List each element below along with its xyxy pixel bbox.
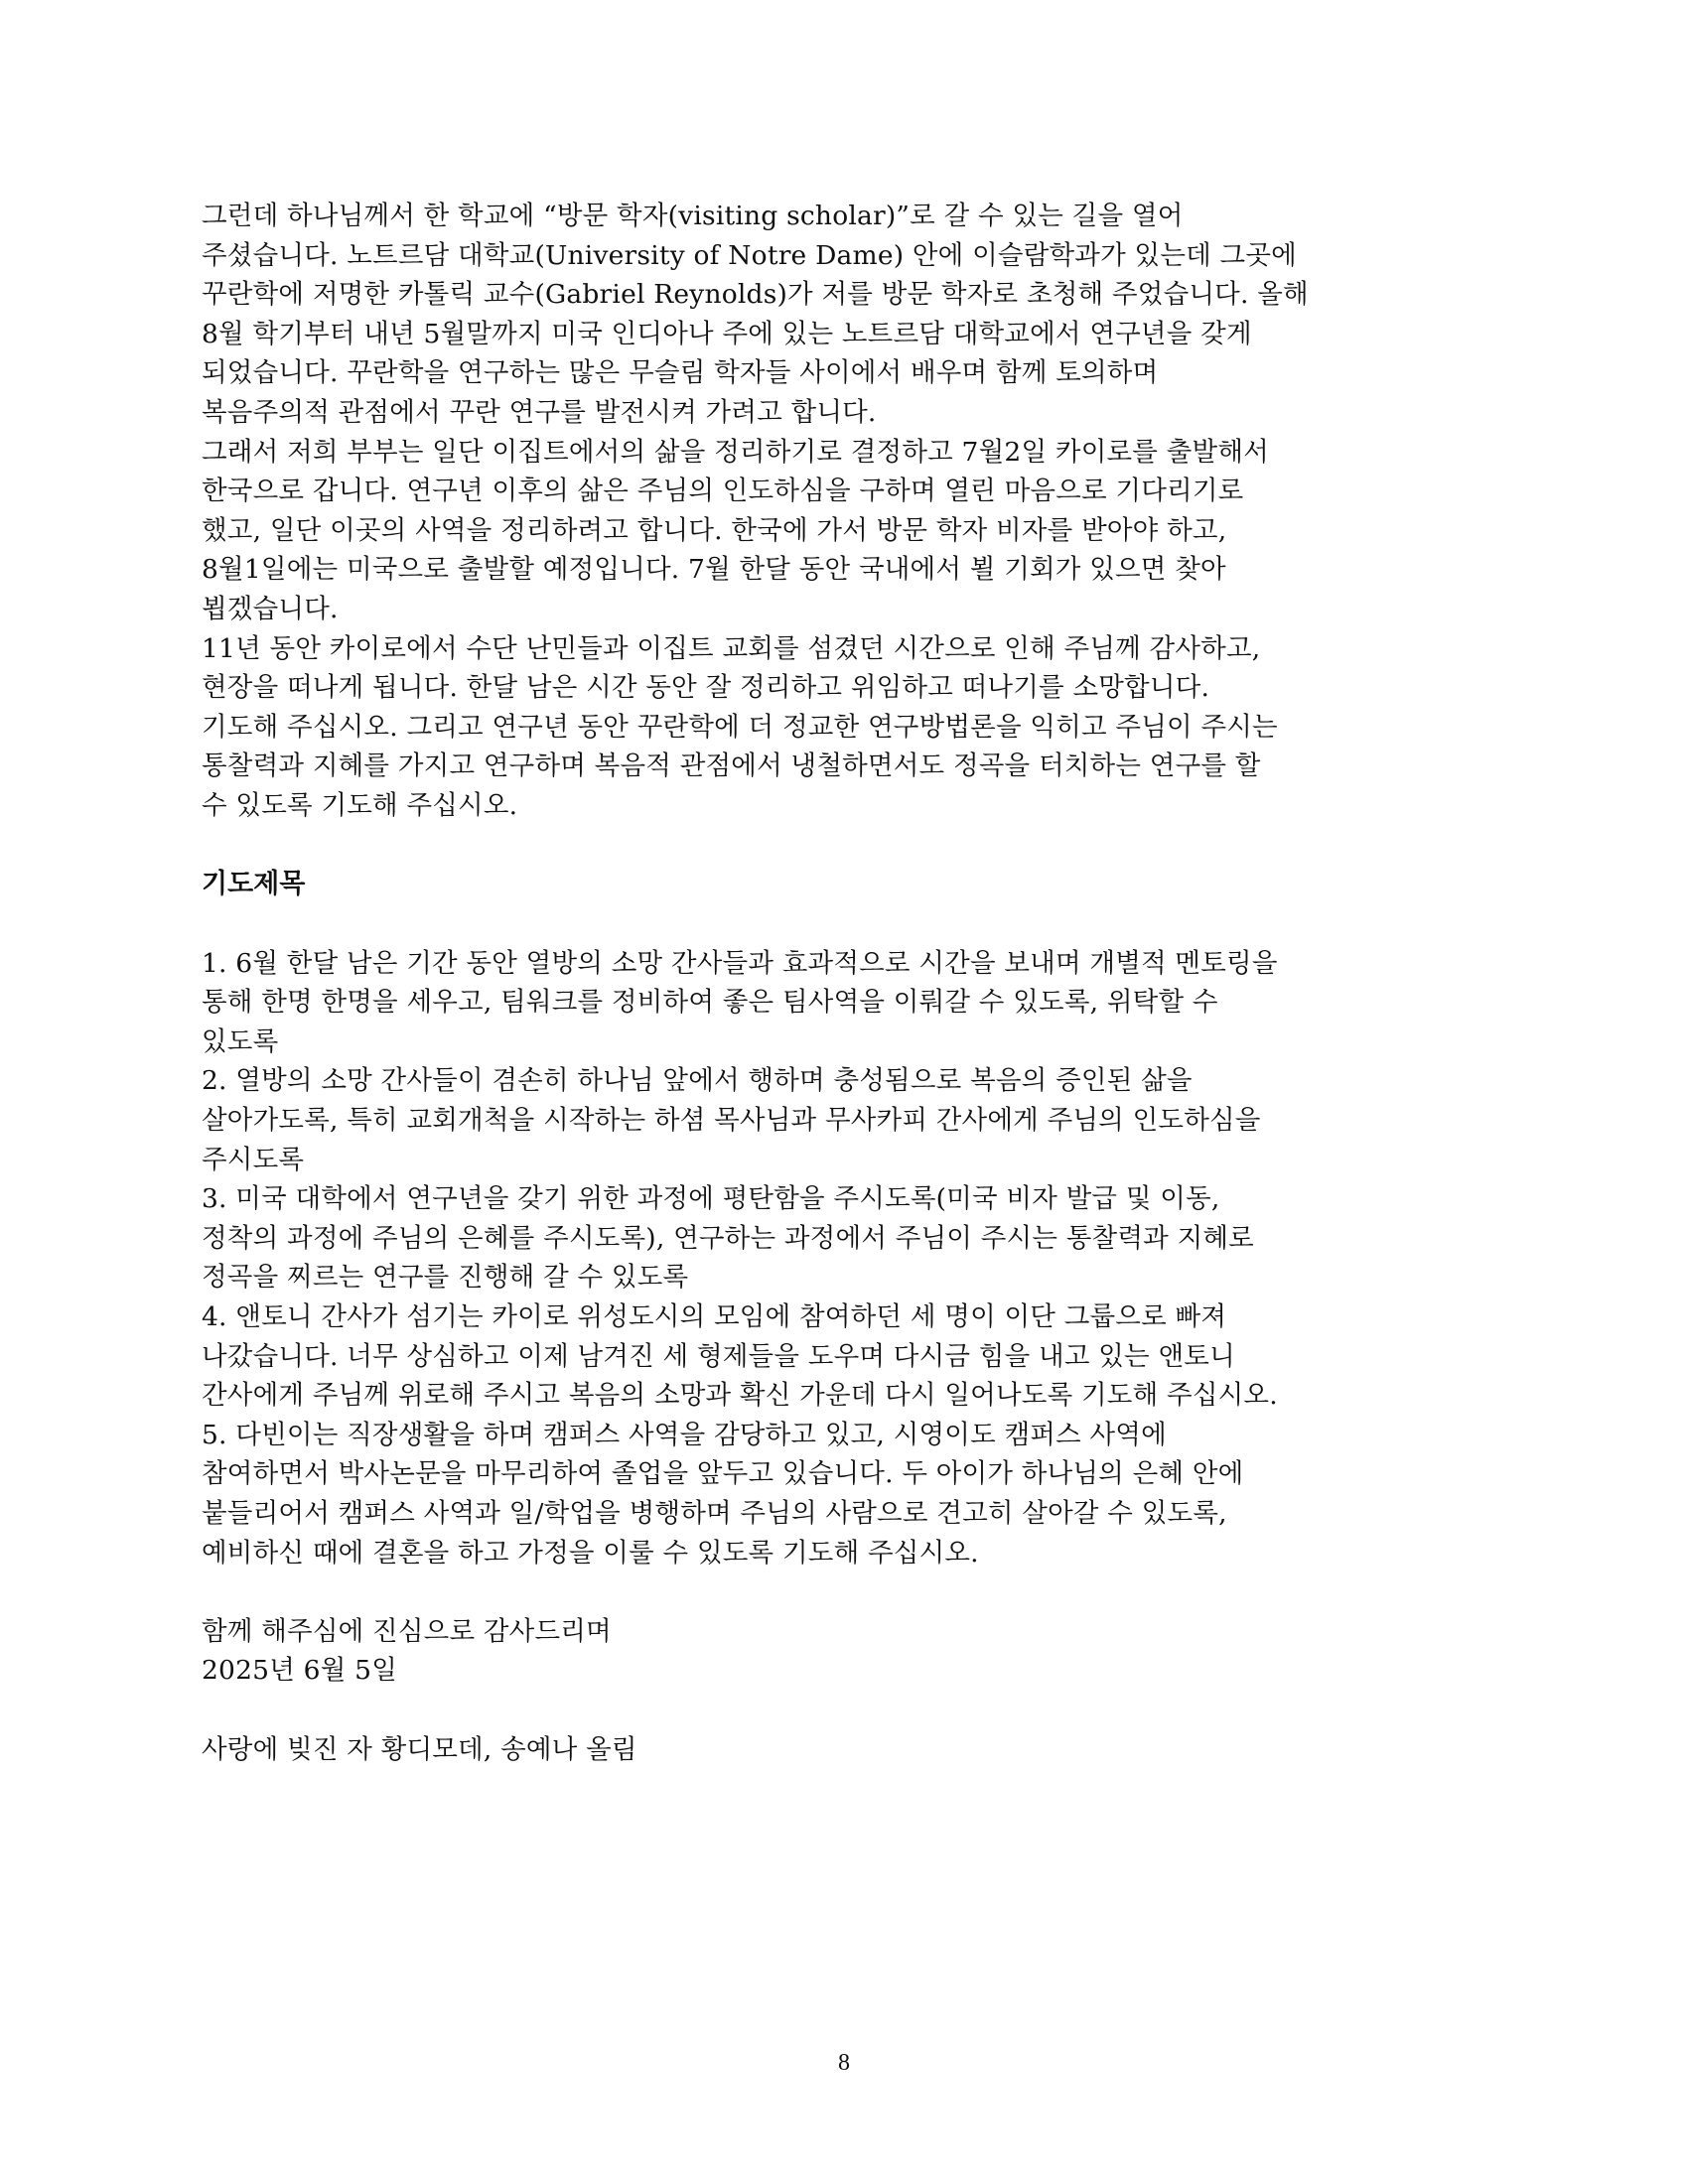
intro-line: 한국으로 갑니다. 연구년 이후의 삶은 주님의 인도하심을 구하며 열린 마음으로 기다리기로 bbox=[202, 476, 1244, 507]
prayer-heading: 기도제목 bbox=[202, 869, 306, 900]
intro-line: 그래서 저희 부부는 일단 이집트에서의 삶을 정리하기로 결정하고 7월2일 카이로를 출발해서 bbox=[202, 436, 1269, 468]
signature: 사랑에 빚진 자 황디모데, 송예나 올림 bbox=[202, 1733, 637, 1765]
intro-line: 11년 동안 카이로에서 수단 난민들과 이집트 교회를 섬겼던 시간으로 인해 주님께 감사하고, bbox=[202, 632, 1261, 664]
page-number: 8 bbox=[838, 2050, 850, 2076]
intro-line: 뵙겠습니다. bbox=[202, 593, 339, 624]
letter-page bbox=[202, 197, 1492, 1769]
spacer bbox=[202, 1691, 1492, 1730]
prayer-line: 통해 한명 한명을 세우고, 팀워크를 정비하여 좋은 팀사역을 이뤄갈 수 있도록, 위탁할 수 bbox=[202, 987, 1218, 1019]
prayer-line: 정곡을 찌르는 연구를 진행해 갈 수 있도록 bbox=[202, 1262, 689, 1294]
prayer-line: 정착의 과정에 주님의 은혜를 주시도록), 연구하는 과정에서 주님이 주시는 통찰력과 지혜로 bbox=[202, 1222, 1254, 1254]
intro-line: 기도해 주십시오. 그리고 연구년 동안 꾸란학에 더 정교한 연구방법론을 익히고 주님이 주시는 bbox=[202, 711, 1278, 743]
prayer-line: 참여하면서 박사논문을 마무리하여 졸업을 앞두고 있습니다. 두 아이가 하나님의 은혜 안에 bbox=[202, 1458, 1244, 1490]
prayer-line: 붙들리어서 캠퍼스 사역과 일/학업을 병행하며 주님의 사람으로 견고히 살아갈 수 있도록, bbox=[202, 1498, 1227, 1529]
prayer-line: 나갔습니다. 너무 상심하고 이제 남겨진 세 형제들을 도우며 다시금 힘을 내고 있는 앤토니 bbox=[202, 1340, 1235, 1372]
intro-line: 현장을 떠나게 됩니다. 한달 남은 시간 동안 잘 정리하고 위임하고 떠나기를 소망합니다. bbox=[202, 672, 1210, 704]
spacer bbox=[202, 826, 1492, 866]
intro-line: 그런데 하나님께서 한 학교에 “방문 학자(visiting scholar)”로 갈 수 있는 길을 열어 bbox=[202, 201, 1184, 231]
prayer-line: 1. 6월 한달 남은 기간 동안 열방의 소망 간사들과 효과적으로 시간을 보내며 개별적 멘토링을 bbox=[202, 947, 1278, 979]
intro-line: 통찰력과 지혜를 가지고 연구하며 복음적 관점에서 냉철하면서도 정곡을 터치하는 연구를 할 bbox=[202, 751, 1261, 782]
intro-line: 수 있도록 기도해 주십시오. bbox=[202, 789, 518, 821]
prayer-list bbox=[202, 944, 1492, 1573]
intro-paragraphs bbox=[202, 197, 1492, 826]
closing-date: 2025년 6월 5일 bbox=[202, 1655, 398, 1687]
prayer-line: 주시도록 bbox=[202, 1144, 305, 1175]
intro-line: 8월1일에는 미국으로 출발할 예정입니다. 7월 한달 동안 국내에서 뵐 기회가 있으면 찾아 bbox=[202, 554, 1226, 586]
spacer bbox=[202, 904, 1492, 944]
prayer-line: 간사에게 주님께 위로해 주시고 복음의 소망과 확신 가운데 다시 일어나도록 기도해 주십시오. bbox=[202, 1380, 1278, 1412]
intro-line: 주셨습니다. 노트르담 대학교(University of Notre Dame) 안에 이슬람학과가 있는데 그곳에 bbox=[202, 239, 1297, 271]
prayer-line: 4. 앤토니 간사가 섬기는 카이로 위성도시의 모임에 참여하던 세 명이 이단 그룹으로 빠져 bbox=[202, 1301, 1227, 1333]
prayer-line: 5. 다빈이는 직장생활을 하며 캠퍼스 사역을 감당하고 있고, 시영이도 캠퍼스 사역에 bbox=[202, 1419, 1167, 1450]
closing-thanks: 함께 해주심에 진심으로 감사드리며 bbox=[202, 1615, 612, 1647]
prayer-line: 2. 열방의 소망 간사들이 겸손히 하나님 앞에서 행하며 충성됨으로 복음의 증인된 삶을 bbox=[202, 1065, 1193, 1097]
intro-line: 복음주의적 관점에서 꾸란 연구를 발전시켜 가려고 합니다. bbox=[202, 396, 877, 428]
spacer bbox=[202, 1572, 1492, 1612]
intro-line: 꾸란학에 저명한 카톨릭 교수(Gabriel Reynolds)가 저를 방문 학자로 초청해 주었습니다. 올해 bbox=[202, 279, 1309, 311]
intro-line: 8월 학기부터 내년 5월말까지 미국 인디아나 주에 있는 노트르담 대학교에서 연구년을 갖게 bbox=[202, 318, 1252, 349]
prayer-line: 살아가도록, 특히 교회개척을 시작하는 하셤 목사님과 무사카피 간사에게 주님의 인도하심을 bbox=[202, 1105, 1261, 1137]
prayer-line: 있도록 bbox=[202, 1025, 279, 1057]
prayer-line: 예비하신 때에 결혼을 하고 가정을 이룰 수 있도록 기도해 주십시오. bbox=[202, 1537, 979, 1569]
prayer-line: 3. 미국 대학에서 연구년을 갖기 위한 과정에 평탄함을 주시도록(미국 비자 발급 및 이동, bbox=[202, 1183, 1220, 1215]
intro-line: 되었습니다. 꾸란학을 연구하는 많은 무슬림 학자들 사이에서 배우며 함께 토의하며 bbox=[202, 357, 1159, 389]
intro-line: 했고, 일단 이곳의 사역을 정리하려고 합니다. 한국에 가서 방문 학자 비자를 받아야 하고, bbox=[202, 514, 1227, 546]
